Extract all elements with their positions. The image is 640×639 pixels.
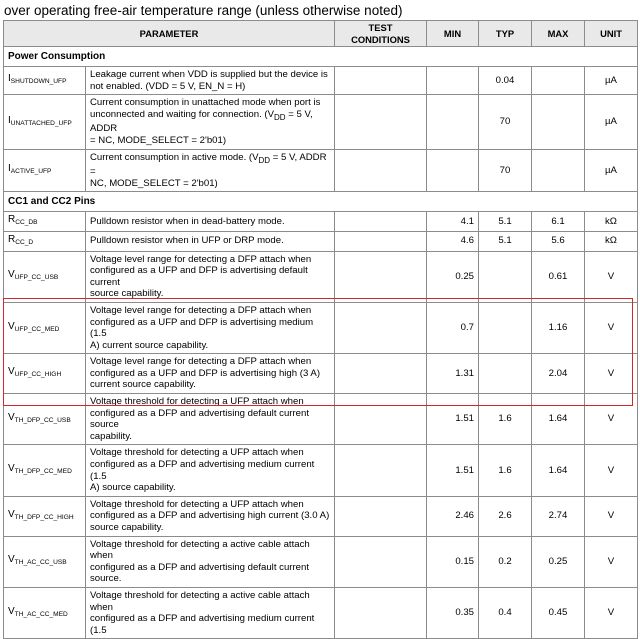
header-test-conditions: TEST CONDITIONS: [335, 21, 427, 47]
unit-value: V: [585, 251, 638, 302]
test-conditions-cell: [335, 212, 427, 232]
typ-value: 0.04: [479, 67, 532, 95]
unit-value: kΩ: [585, 212, 638, 232]
parameter-description: Voltage level range for detecting a DFP attach when configured as a UFP and DFP is advertising high (3 A) current source capability.: [86, 354, 335, 394]
unit-value: V: [585, 496, 638, 536]
section-row: [4, 47, 638, 67]
unit-value: µA: [585, 149, 638, 192]
table-row: [4, 212, 638, 232]
table-row: [4, 95, 638, 149]
min-value: 0.7: [427, 302, 479, 353]
max-value: 1.64: [532, 445, 585, 496]
section-header: Power Consumption: [4, 47, 638, 67]
table-row: [4, 536, 638, 587]
typ-value: 5.1: [479, 231, 532, 251]
parameter-symbol: $V_{TH\_AC\_CC\_MED}$: [4, 587, 86, 638]
typ-value: 1.6: [479, 394, 532, 445]
min-value: 4.6: [427, 231, 479, 251]
section-row: [4, 192, 638, 212]
typ-value: 5.1: [479, 212, 532, 232]
typ-value: [479, 302, 532, 353]
min-value: 0.25: [427, 251, 479, 302]
typ-value: 0.4: [479, 587, 532, 638]
typ-value: 1.6: [479, 445, 532, 496]
header-unit: UNIT: [585, 21, 638, 47]
parameter-description: Voltage threshold for detecting a UFP attach when configured as a DFP and advertising high current (3.0 A) source capability.: [86, 496, 335, 536]
parameter-symbol: $R_{CC\_DB}$: [4, 212, 86, 232]
min-value: 0.35: [427, 587, 479, 638]
unit-value: V: [585, 302, 638, 353]
parameter-description: Voltage threshold for detecting a UFP attach when configured as a DFP and advertising medium current (1.5 A) source capability.: [86, 445, 335, 496]
min-value: 1.51: [427, 445, 479, 496]
unit-value: kΩ: [585, 231, 638, 251]
header-typ: TYP: [479, 21, 532, 47]
min-value: 4.1: [427, 212, 479, 232]
test-conditions-cell: [335, 496, 427, 536]
parameter-symbol: $V_{TH\_DFP\_CC\_MED}$: [4, 445, 86, 496]
parameter-symbol: $V_{UFP\_CC\_HIGH}$: [4, 354, 86, 394]
parameter-description: Pulldown resistor when in dead-battery mode.: [86, 212, 335, 232]
test-conditions-cell: [335, 251, 427, 302]
test-conditions-cell: [335, 302, 427, 353]
parameter-description: Current consumption in unattached mode when port is unconnected and waiting for connection. ($V_{DD} = 5$ V, ADDR = NC, MODE_SELECT = 2'b01): [86, 95, 335, 149]
table-row: [4, 445, 638, 496]
table-row: [4, 587, 638, 638]
typ-value: [479, 354, 532, 394]
max-value: 6.1: [532, 212, 585, 232]
max-value: 2.74: [532, 496, 585, 536]
max-value: 1.16: [532, 302, 585, 353]
test-conditions-cell: [335, 149, 427, 192]
table-row: [4, 394, 638, 445]
parameter-description: Pulldown resistor when in UFP or DRP mode.: [86, 231, 335, 251]
table-row: [4, 149, 638, 192]
header-row: [4, 21, 638, 47]
parameter-symbol: $I_{ACTIVE\_UFP}$: [4, 149, 86, 192]
unit-value: V: [585, 445, 638, 496]
parameter-symbol: $I_{SHUTDOWN\_UFP}$: [4, 67, 86, 95]
max-value: 5.6: [532, 231, 585, 251]
typ-value: 2.6: [479, 496, 532, 536]
test-conditions-cell: [335, 587, 427, 638]
table-caption: over operating free-air temperature range (unless otherwise noted): [4, 3, 403, 18]
max-value: [532, 149, 585, 192]
test-conditions-cell: [335, 67, 427, 95]
test-conditions-cell: [335, 445, 427, 496]
parameter-description: Leakage current when VDD is supplied but the device is not enabled. (VDD = 5 V, EN_N = H): [86, 67, 335, 95]
parameter-symbol: $V_{UFP\_CC\_USB}$: [4, 251, 86, 302]
unit-value: V: [585, 394, 638, 445]
max-value: 0.45: [532, 587, 585, 638]
parameter-symbol: $V_{TH\_AC\_CC\_USB}$: [4, 536, 86, 587]
max-value: [532, 67, 585, 95]
table-row: [4, 302, 638, 353]
typ-value: [479, 251, 532, 302]
electrical-characteristics-table: [3, 20, 638, 639]
max-value: 0.61: [532, 251, 585, 302]
unit-value: V: [585, 587, 638, 638]
min-value: [427, 95, 479, 149]
min-value: 0.15: [427, 536, 479, 587]
parameter-description: Voltage threshold for detecting a active cable attach when configured as a DFP and advertising default current source.: [86, 536, 335, 587]
table-row: [4, 251, 638, 302]
table-row: [4, 354, 638, 394]
min-value: [427, 67, 479, 95]
typ-value: 0.2: [479, 536, 532, 587]
max-value: 1.64: [532, 394, 585, 445]
max-value: [532, 95, 585, 149]
parameter-description: Voltage threshold for detecting a active cable attach when configured as a DFP and advertising medium current (1.5: [86, 587, 335, 638]
parameter-description: Voltage level range for detecting a DFP attach when configured as a UFP and DFP is advertising default current source capability.: [86, 251, 335, 302]
table-row: [4, 496, 638, 536]
min-value: 2.46: [427, 496, 479, 536]
max-value: 0.25: [532, 536, 585, 587]
header-parameter: PARAMETER: [4, 21, 335, 47]
test-conditions-cell: [335, 536, 427, 587]
test-conditions-cell: [335, 354, 427, 394]
header-max: MAX: [532, 21, 585, 47]
section-header: CC1 and CC2 Pins: [4, 192, 638, 212]
parameter-symbol: $I_{UNATTACHED\_UFP}$: [4, 95, 86, 149]
parameter-symbol: $V_{TH\_DFP\_CC\_HIGH}$: [4, 496, 86, 536]
test-conditions-cell: [335, 394, 427, 445]
unit-value: V: [585, 536, 638, 587]
test-conditions-cell: [335, 95, 427, 149]
unit-value: V: [585, 354, 638, 394]
typ-value: 70: [479, 95, 532, 149]
parameter-description: Voltage level range for detecting a DFP attach when configured as a UFP and DFP is advertising medium (1.5 A) current source capability.: [86, 302, 335, 353]
parameter-symbol: $V_{TH\_DFP\_CC\_USB}$: [4, 394, 86, 445]
parameter-symbol: $R_{CC\_D}$: [4, 231, 86, 251]
table-row: [4, 231, 638, 251]
parameter-description: Current consumption in active mode. ($V_{DD} = 5$ V, ADDR = NC, MODE_SELECT = 2'b01): [86, 149, 335, 192]
min-value: [427, 149, 479, 192]
table-row: [4, 67, 638, 95]
parameter-description: Voltage threshold for detecting a UFP attach when configured as a DFP and advertising default current source capability.: [86, 394, 335, 445]
parameter-symbol: $V_{UFP\_CC\_MED}$: [4, 302, 86, 353]
min-value: 1.31: [427, 354, 479, 394]
header-min: MIN: [427, 21, 479, 47]
max-value: 2.04: [532, 354, 585, 394]
unit-value: µA: [585, 67, 638, 95]
typ-value: 70: [479, 149, 532, 192]
unit-value: µA: [585, 95, 638, 149]
test-conditions-cell: [335, 231, 427, 251]
min-value: 1.51: [427, 394, 479, 445]
